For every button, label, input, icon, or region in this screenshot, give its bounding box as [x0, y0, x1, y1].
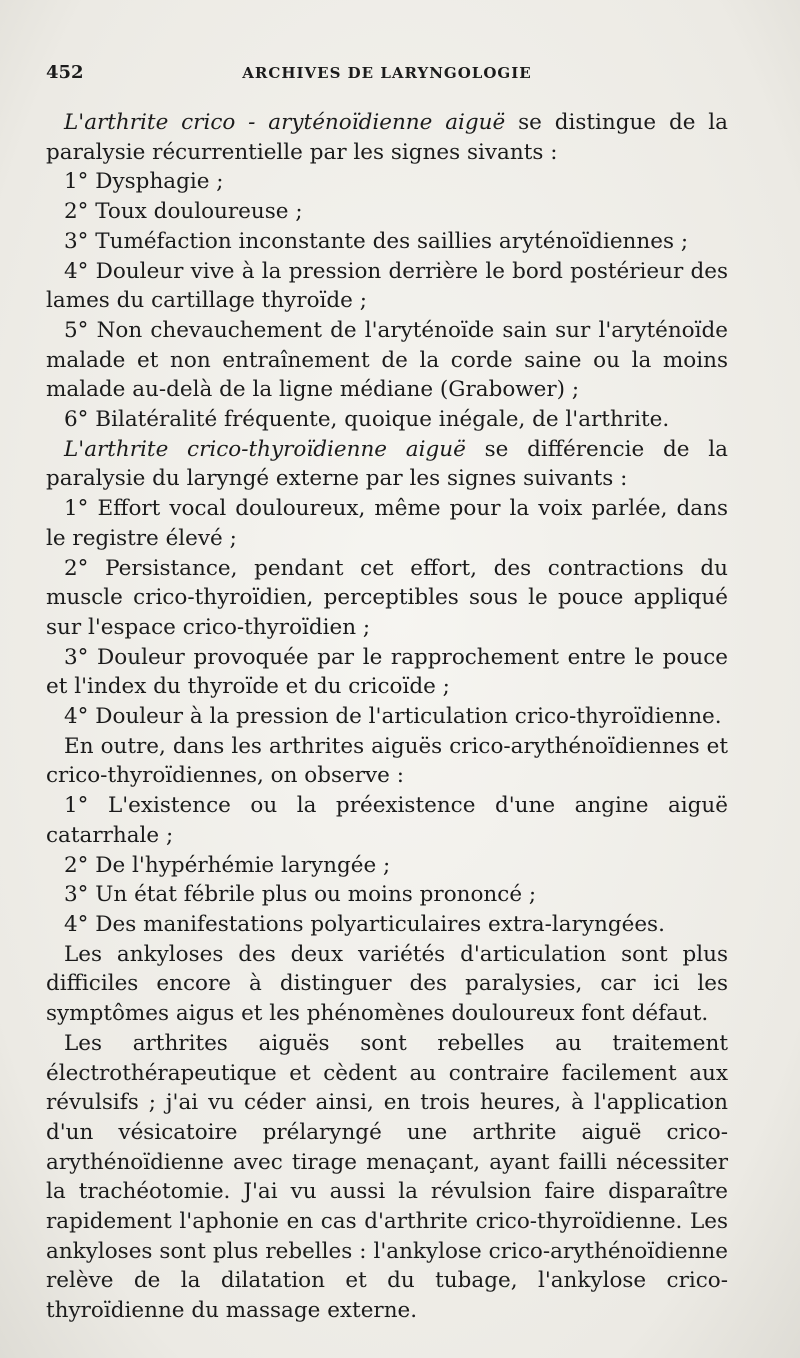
- list-item: 3° Tuméfaction inconstante des saillies aryténoïdiennes ;: [64, 228, 689, 254]
- page-body: [46, 108, 728, 1326]
- list-item: 1° Dysphagie ;: [64, 169, 224, 195]
- paragraph-ankyloses: Les ankyloses des deux variétés d'articulation sont plus difficiles encore à distinguer des paralysies, car ici les symptômes aigus et les phénomènes douloureux font défaut.: [46, 941, 728, 1027]
- page-number: 452: [46, 62, 84, 83]
- paragraph-en-outre: En outre, dans les arthrites aiguës crico-arythénoïdiennes et crico-thyroïdiennes, on observe :: [46, 733, 728, 789]
- list-item: 4° Des manifestations polyarticulaires extra-laryngées.: [64, 911, 665, 937]
- list-item: 1° L'existence ou la préexistence d'une angine aiguë catarrhale ;: [46, 793, 728, 848]
- term-crico-arytenoid: L'arthrite crico - aryténoïdienne aiguë: [64, 110, 506, 135]
- list-item: 6° Bilatéralité fréquente, quoique inégale, de l'arthrite.: [64, 407, 670, 433]
- list-item: 2° Toux douloureuse ;: [64, 199, 303, 225]
- list-item: 1° Effort vocal douloureux, même pour la voix parlée, dans le registre élevé ;: [46, 496, 728, 551]
- paragraph-traitement: Les arthrites aiguës sont rebelles au traitement électrothérapeutique et cèdent au contraire facilement aux révulsifs ; j'ai vu céder ainsi, en trois heures, à l'application d'un vésicatoire prélaryngé une arthrite aiguë crico-arythénoïdienne avec tirage menaçant, ayant failli nécessiter la trachéotomie. J'ai vu aussi la révulsion faire disparaître rapidement l'aphonie en cas d'arthrite crico-thyroïdienne. Les ankyloses sont plus rebelles : l'ankylose crico-arythénoïdienne relève de la dilatation et du tubage, l'ankylose crico-thyroïdienne du massage externe.: [46, 1030, 728, 1324]
- list-item: 2° De l'hypérhémie laryngée ;: [64, 852, 391, 878]
- paragraph-crico-arytenoid: L'arthrite crico - aryténoïdienne aiguë se distingue de la paralysie récurrentielle par les signes sivants :: [46, 110, 728, 165]
- list-item: 2° Persistance, pendant cet effort, des contractions du muscle crico-thyroïdien, perceptibles sous le pouce appliqué sur l'espace crico-thyroïdien ;: [46, 555, 728, 640]
- list-item: 4° Douleur à la pression de l'articulation crico-thyroïdienne.: [64, 704, 722, 730]
- paragraph-crico-thyroid: L'arthrite crico-thyroïdienne aiguë se différencie de la paralysie du laryngé externe par les signes suivants :: [46, 436, 728, 492]
- page-header: [46, 56, 728, 90]
- list-item: 4° Douleur vive à la pression derrière le bord postérieur des lames du cartillage thyroïde ;: [46, 258, 728, 314]
- list-item: 5° Non chevauchement de l'aryténoïde sain sur l'aryténoïde malade et non entraînement de la corde saine ou la moins malade au-delà de la ligne médiane (Grabower) ;: [46, 317, 728, 403]
- running-head: ARCHIVES DE LARYNGOLOGIE: [242, 64, 532, 82]
- term-crico-thyroid: L'arthrite crico-thyroïdienne aiguë: [64, 436, 466, 462]
- list-item: 3° Un état fébrile plus ou moins prononcé ;: [64, 882, 537, 908]
- list-item: 3° Douleur provoquée par le rapprochement entre le pouce et l'index du thyroïde et du cricoïde ;: [46, 644, 728, 700]
